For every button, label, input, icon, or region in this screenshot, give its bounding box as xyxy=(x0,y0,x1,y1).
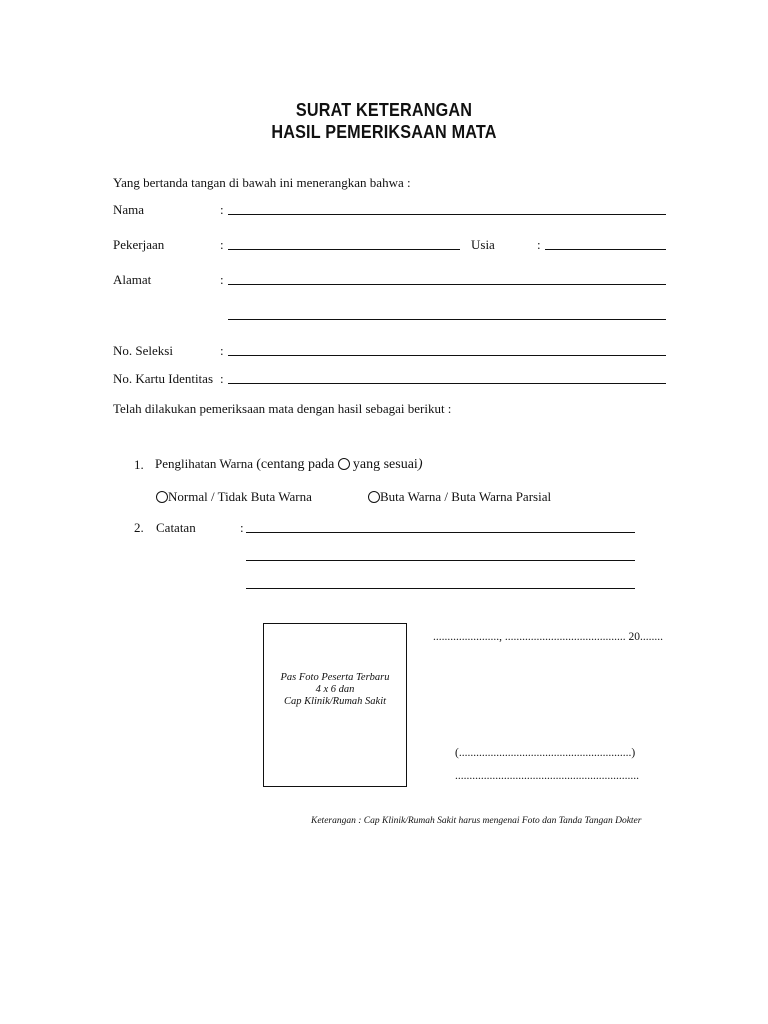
document-title-line1: SURAT KETERANGAN xyxy=(295,100,473,120)
radio-buta-icon[interactable] xyxy=(368,491,380,503)
item1-hint-close: ) xyxy=(417,457,423,472)
nama-colon: : xyxy=(220,202,224,217)
photo-text-line3: Cap Klinik/Rumah Sakit xyxy=(283,696,387,707)
doctor-id-field[interactable]: ................................................................ xyxy=(455,770,639,782)
circle-icon xyxy=(338,458,350,470)
catatan-field-line-1[interactable] xyxy=(246,532,635,533)
result-intro-text: Telah dilakukan pemeriksaan mata dengan hasil sebagai berikut : xyxy=(113,401,452,416)
alamat-field-line-2[interactable] xyxy=(228,319,666,320)
option-buta-label: Buta Warna / Buta Warna Parsial xyxy=(380,489,552,504)
radio-normal-icon[interactable] xyxy=(156,491,168,503)
alamat-field-line-1[interactable] xyxy=(228,284,666,285)
intro-text: Yang bertanda tangan di bawah ini menerangkan bahwa : xyxy=(113,175,411,190)
nama-field-line[interactable] xyxy=(228,214,666,215)
catatan-colon: : xyxy=(240,520,244,535)
alamat-label: Alamat xyxy=(113,272,152,287)
footnote: Keterangan : Cap Klinik/Rumah Sakit harus mengenai Foto dan Tanda Tangan Dokter xyxy=(311,816,642,826)
item2-number: 2. xyxy=(134,520,144,535)
item1-number: 1. xyxy=(134,457,144,472)
photo-text-line1: Pas Foto Peserta Terbaru xyxy=(280,672,390,683)
no-kartu-field-line[interactable] xyxy=(228,383,666,384)
no-seleksi-field-line[interactable] xyxy=(228,355,666,356)
document-title-line2: HASIL PEMERIKSAAN MATA xyxy=(271,122,497,142)
pekerjaan-colon: : xyxy=(220,237,224,252)
catatan-field-line-3[interactable] xyxy=(246,588,635,589)
doctor-name-field[interactable]: (............................................................) xyxy=(455,747,636,759)
item1-line xyxy=(155,456,422,473)
alamat-colon: : xyxy=(220,272,224,287)
no-seleksi-colon: : xyxy=(220,343,224,358)
pekerjaan-field-line[interactable] xyxy=(228,249,460,250)
nama-label: Nama xyxy=(113,202,145,217)
item1-hint-after: yang sesuai xyxy=(352,457,418,472)
pekerjaan-label: Pekerjaan xyxy=(113,237,165,252)
option-normal-label: Normal / Tidak Buta Warna xyxy=(168,489,312,504)
item1-hint-before: (centang pada xyxy=(256,457,335,472)
no-kartu-colon: : xyxy=(220,371,224,386)
usia-label: Usia xyxy=(471,237,495,252)
option-normal[interactable] xyxy=(156,489,312,505)
place-date-field[interactable]: ......................., .......................................... 20........ xyxy=(433,631,663,643)
usia-field-line[interactable] xyxy=(545,249,666,250)
item1-label: Penglihatan Warna xyxy=(155,456,253,471)
no-kartu-label: No. Kartu Identitas xyxy=(113,371,214,386)
catatan-field-line-2[interactable] xyxy=(246,560,635,561)
usia-colon: : xyxy=(537,237,541,252)
photo-text-line2: 4 x 6 dan xyxy=(315,684,355,695)
option-buta-warna[interactable] xyxy=(368,489,551,505)
catatan-label: Catatan xyxy=(156,520,196,535)
no-seleksi-label: No. Seleksi xyxy=(113,343,173,358)
